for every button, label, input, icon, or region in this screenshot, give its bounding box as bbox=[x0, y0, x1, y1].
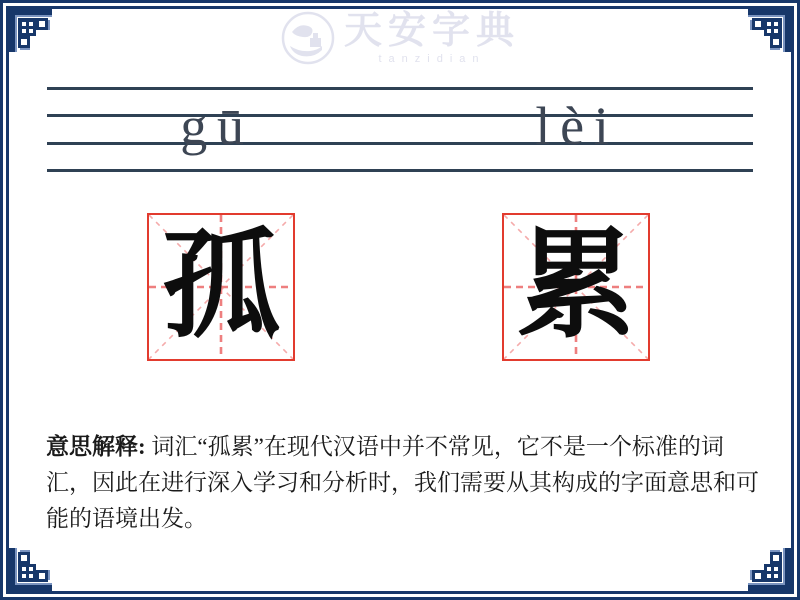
pinyin-staff-line bbox=[47, 114, 753, 117]
pinyin-staff-line bbox=[47, 169, 753, 172]
character-box-gu bbox=[147, 213, 295, 361]
pinyin-gu: gū bbox=[180, 96, 254, 156]
logo-subtitle: tanzidian bbox=[378, 53, 486, 65]
fret-corner-icon bbox=[0, 544, 56, 600]
pinyin-lei: lèi bbox=[535, 96, 619, 156]
hanzi-gu: 孤 bbox=[161, 221, 280, 352]
character-box-lei bbox=[502, 213, 650, 361]
pinyin-staff-line bbox=[47, 87, 753, 90]
hanzi-lei: 累 bbox=[516, 221, 635, 352]
fret-corner-icon bbox=[744, 544, 800, 600]
logo bbox=[0, 10, 800, 66]
meaning-label: 意思解释: bbox=[46, 434, 146, 459]
logo-globe-icon bbox=[280, 10, 336, 66]
meaning-paragraph bbox=[46, 429, 760, 537]
meaning-text: 词汇“孤累”在现代汉语中并不常见，它不是一个标准的词汇，因此在进行深入学习和分析时，我们需要从其构成的字面意思和可能的语境出发。 bbox=[46, 434, 759, 531]
logo-title: 天安字典 bbox=[343, 10, 520, 52]
pinyin-staff-line bbox=[47, 142, 753, 145]
